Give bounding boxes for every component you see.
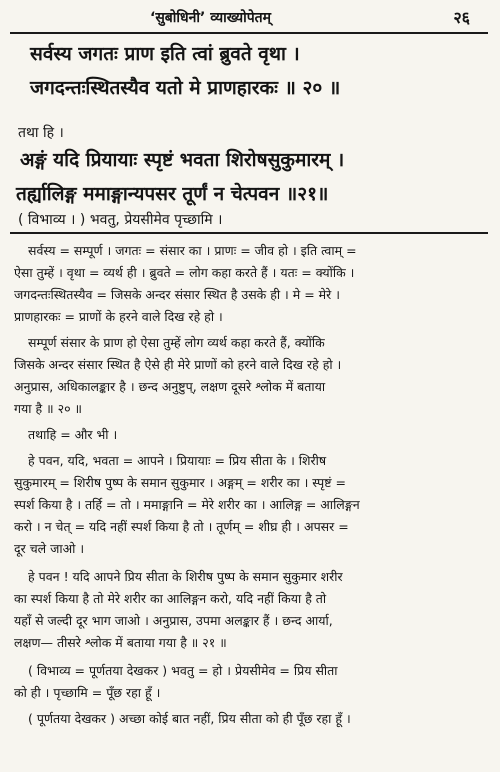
commentary-line: हे पवन, यदि, भवता = आपने । प्रियायाः = प्रिय सीता के । शिरीष: [28, 453, 327, 468]
verse-20-line-1: सर्वस्य जगतः प्राण इति त्वां ब्रुवते वृथा ।: [30, 43, 300, 65]
commentary-line: गया है ॥ २० ॥: [14, 401, 83, 416]
commentary-line: यहाँ से जल्दी दूर भाग जाओ । अनुप्रास, उपमा अलङ्कार हैं । छन्द आर्या,: [14, 613, 333, 628]
commentary-line: लक्षण— तीसरे श्लोक में बताया गया है ॥ २१ ॥: [14, 635, 227, 650]
running-title: ‘सुबोधिनी’ व्याख्योपेतम्: [150, 10, 272, 26]
commentary-line: हे पवन ! यदि आपने प्रिय सीता के शिरीष पुष्प के समान सुकुमार शरीर: [28, 569, 343, 584]
commentary-line: ऐसा तुम्हें । वृथा = व्यर्थ ही । ब्रुवते = लोग कहा करते हैं । यतः = क्योंकि ।: [14, 265, 355, 280]
commentary-line: अनुप्रास, अधिकालङ्कार है । छन्द अनुष्टुप्, लक्षण दूसरे श्लोक में बताया: [14, 379, 326, 394]
commentary-line: तथाहि = और भी ।: [28, 427, 118, 442]
verse-21-line-1: अङ्गं यदि प्रियायाः स्पृष्टं भवता शिरोषसुकुमारम् ।: [20, 149, 345, 171]
commentary-line: को ही । पृच्छामि = पूँछ रहा हूँ ।: [14, 685, 161, 700]
commentary-line: ( विभाव्य = पूर्णतया देखकर ) भवतु = हो । प्रेयसीमेव = प्रिय सीता: [28, 663, 338, 678]
commentary-line: स्पर्श किया है । तर्हि = तो । ममाङ्गानि = मेरे शरीर का । आलिङ्ग = आलिङ्गन: [14, 497, 360, 512]
verse-20-line-2: जगदन्तःस्थितस्यैव यतो मे प्राणहारकः ॥ २० ॥: [30, 77, 341, 99]
stage-direction: ( विभाव्य । ) भवतु, प्रेयसीमेव पृच्छामि ।: [18, 212, 223, 228]
commentary-line: जगदन्तःस्थितस्यैव = जिसके अन्दर संसार स्थित है उसके ही । मे = मेरे ।: [14, 287, 340, 302]
verse-21-line-2: तर्ह्यालिङ्ग ममाङ्गान्यपसर तूर्णं न चेत्पवन ॥२१॥: [16, 183, 329, 205]
commentary-line: दूर चले जाओ ।: [14, 541, 85, 556]
commentary-line: का स्पर्श किया है तो मेरे शरीर का आलिङ्गन करो, यदि नहीं किया है तो: [14, 591, 327, 606]
tatha-hi: तथा हि ।: [18, 125, 64, 141]
commentary-line: सर्वस्य = सम्पूर्ण । जगतः = संसार का । प्राणः = जीव हो । इति त्वाम् =: [28, 243, 357, 258]
commentary-line: प्राणहारकः = प्राणों के हरने वाले दिख रहे हो ।: [14, 309, 223, 324]
header-rule: [10, 32, 488, 34]
commentary-line: सुकुमारम् = शिरीष पुष्प के समान सुकुमार । अङ्गम् = शरीर का । स्पृष्टं =: [14, 475, 346, 490]
page-header: [0, 4, 500, 30]
commentary-line: करो । न चेत् = यदि नहीं स्पर्श किया है तो । तूर्णम् = शीघ्र ही । अपसर =: [14, 519, 349, 534]
commentary-line: जिसके अन्दर संसार स्थित है ऐसे ही मेरे प्राणों को हरने वाले दिख रहे हो ।: [14, 357, 342, 372]
page-number: २६: [453, 8, 470, 27]
section-rule: [10, 232, 488, 234]
commentary-line: सम्पूर्ण संसार के प्राण हो ऐसा तुम्हें लोग व्यर्थ कहा करते हैं, क्योंकि: [28, 335, 325, 350]
commentary-line: ( पूर्णतया देखकर ) अच्छा कोई बात नहीं, प्रिय सीता को ही पूँछ रहा हूँ ।: [28, 711, 351, 726]
